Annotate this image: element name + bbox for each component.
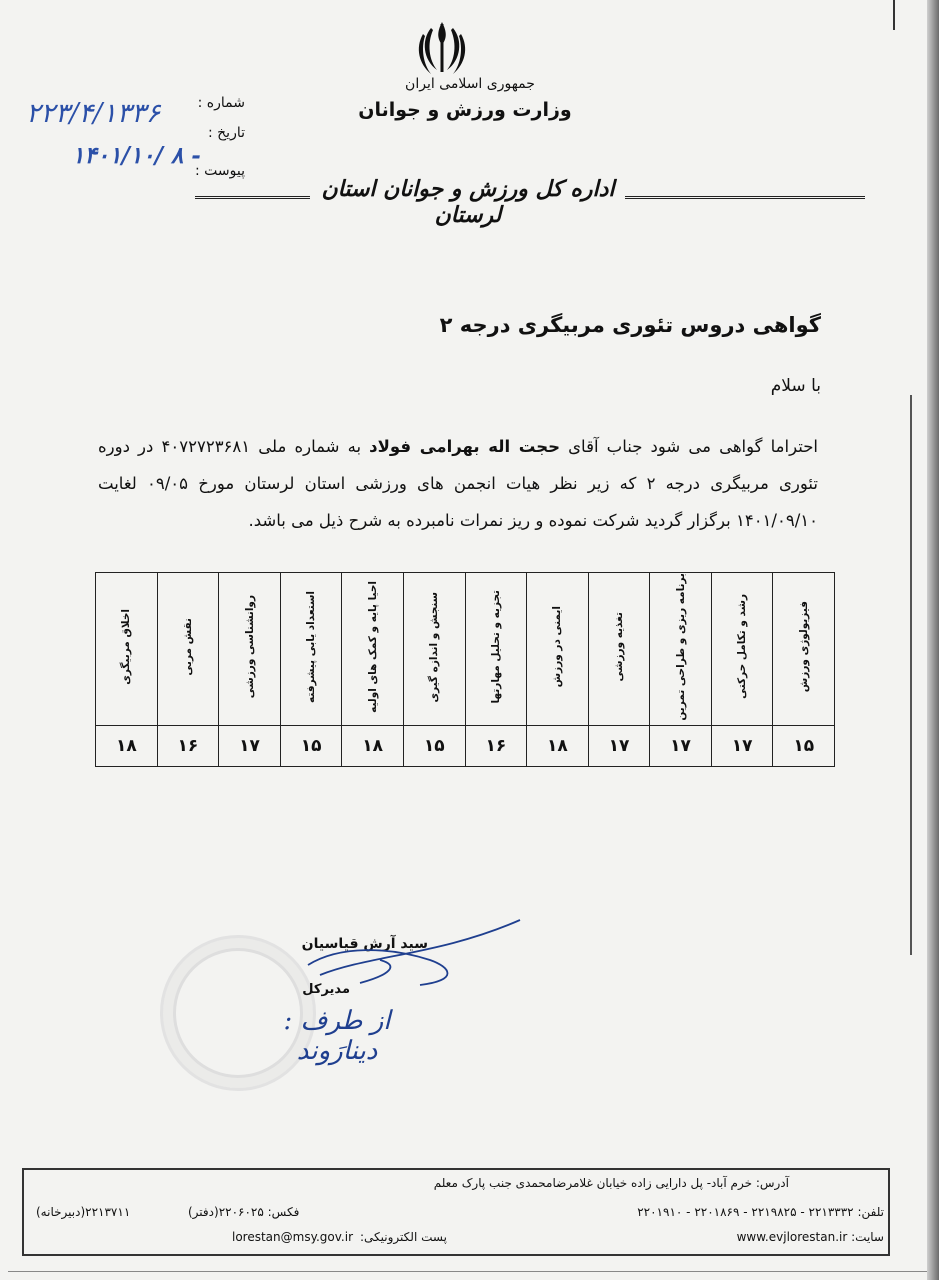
subject-cell [711,573,773,726]
scores-row [96,725,835,766]
score-cell: ۱۶ [465,725,527,766]
date-label: تاریخ : [207,125,245,141]
subject-cell [342,573,404,726]
score-cell: ۱۷ [650,725,712,766]
margin-mark [910,395,912,955]
score-cell: ۱۶ [157,725,219,766]
letter-date: ۱۴۰۱/۱۰/ ۸ - [72,142,201,169]
body-intro: احتراما گواهی می شود جناب آقای [560,437,818,456]
subject-label: سنجش و اندازه گیری [428,591,441,703]
subject-cell [465,573,527,726]
score-cell: ۱۸ [342,725,404,766]
footer-email-label: پست الکترونیکی: [360,1230,447,1244]
certificate-title: گواهی دروس تئوری مربیگری درجه ۲ [439,313,821,337]
signer-name: سید آرش قیاسیان [301,936,428,952]
iran-emblem-icon [413,18,471,78]
ministry-name: وزارت ورزش و جوانان [358,99,572,121]
header-rule-left [195,196,310,199]
recipient-name: حجت اله بهرامی فولاد [369,437,560,456]
score-cell: ۱۷ [711,725,773,766]
signature-scribble-icon [300,905,530,995]
score-cell: ۱۵ [403,725,465,766]
subject-cell [219,573,281,726]
handwritten-signature: از طرف : دینارَوند [283,1006,391,1066]
footer-website: سایت: www.evjlorestan.ir [736,1230,884,1244]
subject-label: نقش مربی [181,618,194,676]
subject-label: تجزیه و تحلیل مهارتها [489,590,502,704]
score-cell: ۱۷ [219,725,281,766]
subject-label: استعداد یابی پیشرفته [305,590,318,703]
subjects-row [96,573,835,726]
subject-cell [280,573,342,726]
page-shadow-edge [927,0,939,1280]
greeting: با سلام [770,376,821,396]
certificate-body [98,428,818,539]
score-cell: ۱۸ [527,725,589,766]
score-cell: ۱۷ [588,725,650,766]
subject-cell [527,573,589,726]
subject-label: روانشناسی ورزشی [243,595,256,699]
number-label: شماره : [197,95,245,111]
signer-role: مدیرکل [302,982,350,997]
subject-label: رشد و تکامل حرکتی [736,594,749,700]
footer-email: lorestan@msy.gov.ir [232,1230,354,1244]
footer-fax-secretariat: ۲۲۱۳۷۱۱(دبیرخانه) [36,1205,131,1219]
score-cell: ۱۵ [773,725,835,766]
subject-label: تغذیه ورزشی [612,612,625,682]
subject-label: احیا پایه و کمک های اولیه [366,580,379,713]
footer-fax: فکس: ۲۲۰۶۰۲۵(دفتر) [188,1205,300,1219]
subject-cell [157,573,219,726]
score-cell: ۱۸ [96,725,158,766]
subject-cell [650,573,712,726]
subject-cell [96,573,158,726]
grades-table [95,572,835,767]
score-cell: ۱۵ [280,725,342,766]
margin-mark [893,0,895,30]
attachment-label: پیوست : [195,163,245,179]
body-details: به شماره ملی ۴۰۷۲۷۲۳۶۸۱ در دوره تئوری مربیگری درجه ۲ که زیر نظر هیات انجمن های ورزشی استان لرستان مورخ ۰۹/۰۵ لغایت ۱۴۰۱/۰۹/۱۰ برگزار گردید شرکت نموده و ریز نمرات نامبرده به شرح ذیل می باشد. [98,437,818,530]
country-name: جمهوری اسلامی ایران [405,76,535,92]
footer-phones: تلفن: ۲۲۱۳۳۳۲ - ۲۲۱۹۸۲۵ - ۲۲۰۱۸۶۹ - ۲۲۰۱۹۱۰ [637,1205,884,1219]
header-rule-right [625,196,865,199]
footer-address: آدرس: خرم آباد- پل دارایی زاده خیابان غلامرضامحمدی جنب پارک معلم [433,1176,789,1190]
subject-cell [403,573,465,726]
subject-label: برنامه ریزی و طراحی تمرین [674,573,687,721]
subject-label: فیزیولوژی ورزش [797,601,810,693]
letter-number: ۲۲۳/۴/۱۳۳۶ [26,98,161,129]
subject-label: اخلاق مربیگری [120,608,133,685]
subject-cell [588,573,650,726]
subject-cell [773,573,835,726]
subject-label: ایمنی در ورزش [551,606,564,688]
department-name: اداره کل ورزش و جوانان استان لرستان [321,176,615,228]
